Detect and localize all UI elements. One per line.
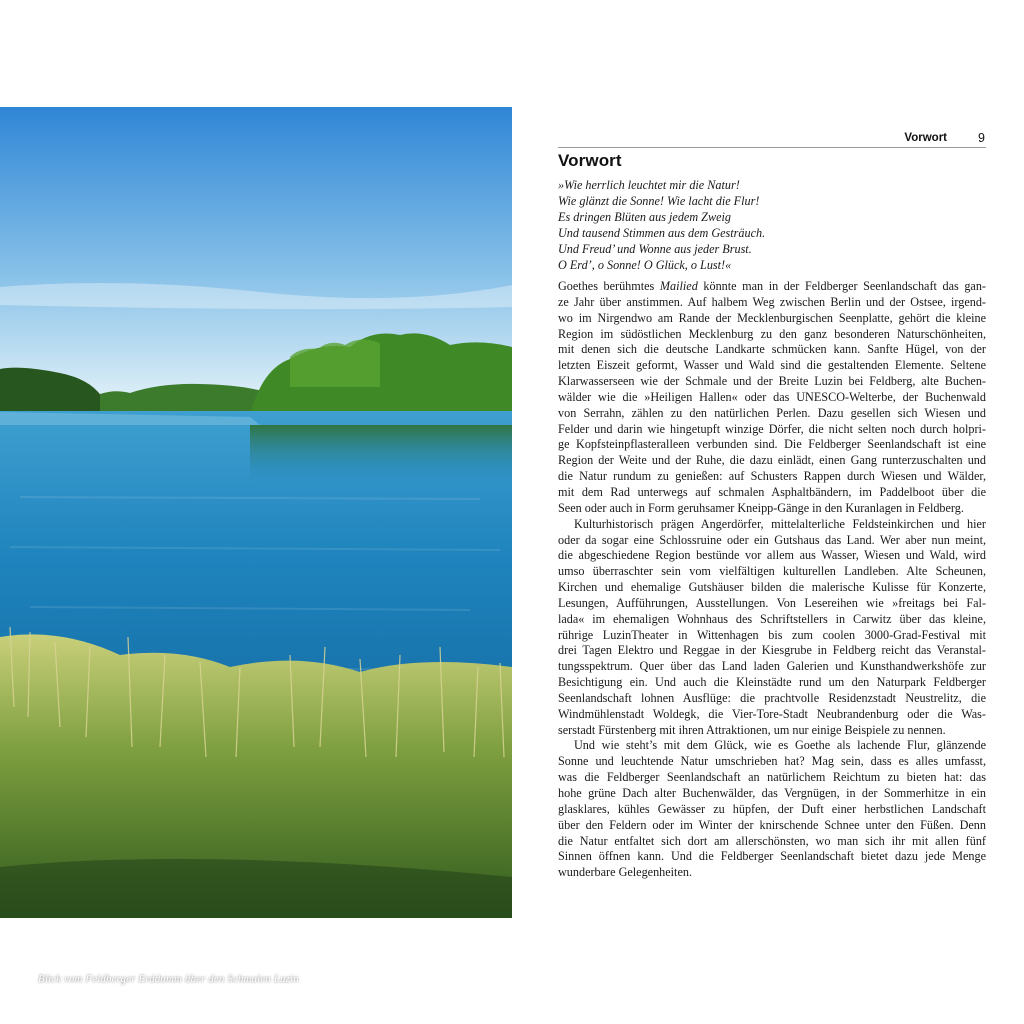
- poem-line: Und tausend Stimmen aus dem Gesträuch.: [558, 225, 766, 240]
- body-line: was die Feldberger Seenlandschaft an natürlichem Reichtum zu bieten hat: das: [558, 770, 986, 785]
- body-line: Region im südöstlichen Mecklenburg zu den ganz besonderen Naturschönheiten,: [558, 326, 986, 341]
- body-line: hohe grüne Dach alter Buchenwälder, das Vergnügen, in der Sommerhitze in ein: [558, 786, 986, 800]
- body-line: mit dem Rad unterwegs auf schmalen Asphaltbändern, im Paddelboot über die: [558, 484, 986, 499]
- running-head-title: Vorwort: [904, 132, 947, 144]
- running-head: [558, 131, 986, 148]
- body-line: Seenlandschaft lohnen Ausflüge: die prachtvolle Residenzstadt Neustrelitz, die: [558, 690, 986, 705]
- body-line: umso überraschter sein vom vielfältigen kulturellen Landleben. Alte Scheunen,: [558, 564, 986, 579]
- body-line: drei Tagen Elektro und Reggae in der Kiesgrube in Feldberg reicht das Veranstal-: [558, 643, 986, 658]
- body-text: [558, 279, 986, 881]
- poem-line: Und Freud’ und Wonne aus jeder Brust.: [558, 241, 752, 256]
- body-line: letzten Eiszeit geformt, Wasser und Wald sind die gestaltenden Elemente. Seltene: [558, 358, 986, 373]
- body-line: Sonne und leuchtende Natur umschrieben hat? Mag sein, dass es alles umfasst,: [558, 754, 986, 769]
- chapter-heading: Vorwort: [558, 151, 622, 170]
- body-line: oder da sogar eine Schlossruine oder ein Gutshaus das Land. Wer aber nun meint,: [558, 532, 986, 547]
- body-line: Lesungen, Aufführungen, Ausstellungen. Von Lesereihen wie »freitags bei Fal-: [558, 595, 986, 610]
- body-line: tungsspektrum. Quer über das Land laden Galerien und Kunsthandwerkshöfe zur: [558, 659, 986, 674]
- body-line: die Natur entfaltet sich dort am allerschönsten, wo man sich ihr mit allen fünf: [558, 833, 986, 848]
- body-line: Und wie steht’s mit dem Glück, wie es Goethe als lachende Flur, glänzende: [574, 738, 986, 753]
- lake-photo: [0, 107, 512, 985]
- body-line: Besichtigung ein. Und auch die Kleinstädte rund um den Naturpark Feldberger: [558, 675, 986, 690]
- body-line: ze Jahr über anstimmen. Auf halbem Weg zwischen Berlin und der Ostsee, irgend-: [558, 294, 986, 309]
- poem-line: Es dringen Blüten aus jedem Zweig: [558, 209, 731, 224]
- body-line: ge Kopfsteinpflasteralleen verbunden sind. Die Feldberger Seenlandschaft ist eine: [558, 437, 986, 452]
- poem-line: O Erd’, o Sonne! O Glück, o Lust!«: [558, 257, 732, 272]
- body-line: Felder und darin wie hingetupft winzige Dörfer, die nicht selten noch durch holpri-: [558, 421, 986, 436]
- body-line: mit denen sich die deutsche Landkarte schmücken kann. Sanfte Hügel, von der: [558, 342, 986, 357]
- body-line: Windmühlenstadt Woldegk, die Vier-Tore-Stadt Neubrandenburg oder die Was-: [558, 706, 986, 721]
- body-line: Sinnen öffnen kann. Und die Feldberger Seenlandschaft bietet dazu jede Menge: [558, 849, 986, 864]
- page-number: 9: [978, 131, 985, 145]
- emphasized-title: Mailied: [659, 279, 698, 293]
- body-line: Kirchen und ehemalige Gutshäuser bilden die malerische Kulisse für Konzerte,: [558, 580, 986, 595]
- body-line: wo im Nirgendwo am Rande der Mecklenburgischen Seenplatte, gehört die kleine: [558, 310, 986, 325]
- body-line: wälder wie die »Heiligen Hallen« oder das UNESCO-Welterbe, der Buchenwald: [558, 389, 986, 404]
- body-line: rührige LuzinTheater in Wittenhagen bis zum coolen 3000-Grad-Festival mit: [558, 627, 986, 642]
- body-line: Klarwasserseen wie der Schmale und der Breite Luzin bei Feldberg, alte Buchen-: [558, 374, 986, 389]
- body-line: die abgeschiedene Region bestünde vor allem aus Wasser, Wiesen und Wald, wird: [558, 548, 986, 563]
- body-line: wunderbare Gelegenheiten.: [558, 865, 692, 880]
- body-line: über den Feldern oder im Winter der knirschende Schnee unter den Füßen. Denn: [558, 817, 986, 832]
- body-line: Seen oder auch in Form geruhsamer Kneipp-Gänge in den Kuranlagen in Feldberg.: [558, 500, 964, 515]
- body-line: lada« im ehemaligen Wohnhaus des Schriftstellers in Carwitz über das kleine,: [558, 611, 986, 626]
- body-line: Kulturhistorisch prägen Angerdörfer, mittelalterliche Feldsteinkirchen und hier: [574, 516, 986, 531]
- lake-landscape-illustration: [0, 107, 512, 918]
- body-line: Region der Weite und der Ruhe, die dazu einlädt, einen Gang runterzuschalten und: [558, 453, 986, 468]
- photo-caption: Blick vom Feldberger Erddamm über den Schmalen Luzin: [38, 973, 299, 985]
- body-line: serstadt Fürstenberg mit ihren Attraktionen, um nur einige Beispiele zu nennen.: [558, 722, 946, 737]
- body-line: Goethes berühmtes Mailied könnte man in der Feldberger Seenlandschaft das gan-: [558, 279, 986, 293]
- body-line: die Natur rundum zu genießen: auf Schusters Rappen durch Wiesen und Wälder,: [558, 469, 986, 484]
- poem-line: »Wie herrlich leuchtet mir die Natur!: [558, 178, 740, 192]
- body-line: von Serrahn, zählen zu den natürlichen Perlen. Dazu gesellen sich Wiesen und: [558, 405, 986, 420]
- poem-line: Wie glänzt die Sonne! Wie lacht die Flur!: [558, 193, 760, 208]
- body-line: glasklares, kühles Gewässer zu hüpfen, der Duft einer herbstlichen Landschaft: [558, 801, 986, 816]
- poem-quote: [558, 178, 986, 273]
